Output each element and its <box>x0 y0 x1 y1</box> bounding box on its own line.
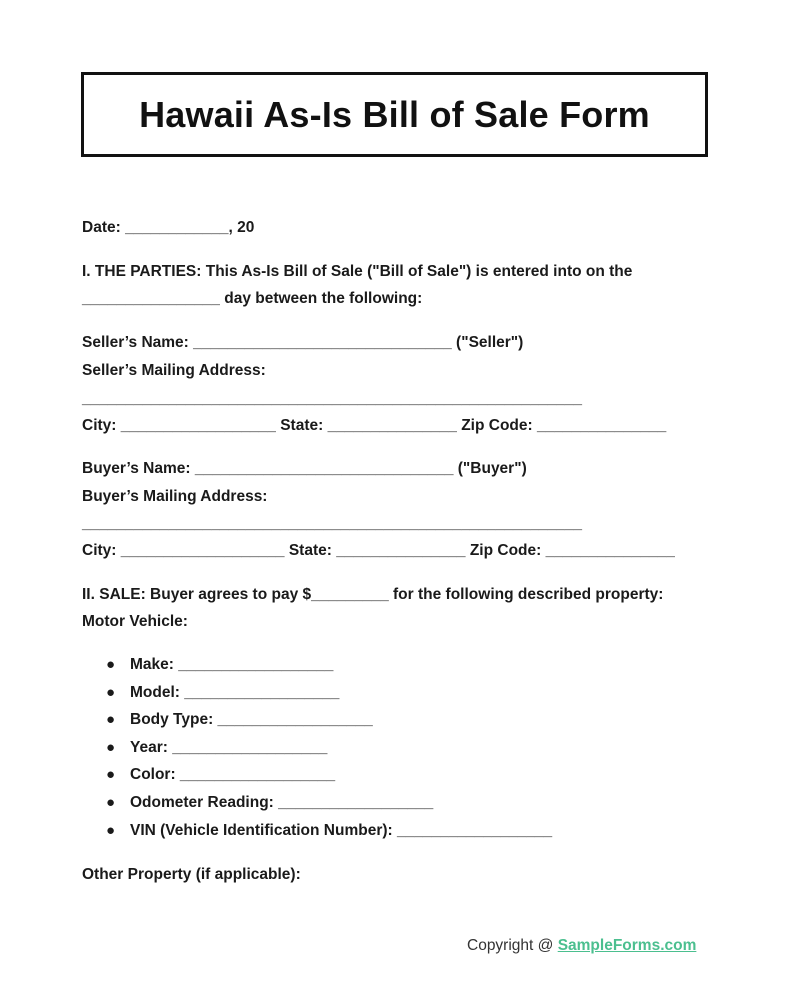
sale-line: II. SALE: Buyer agrees to pay $_________ for the following described property: <box>82 586 664 603</box>
copyright-prefix: Copyright @ <box>467 937 558 954</box>
color-field: Color: __________________ <box>130 766 336 784</box>
make-field: Make: __________________ <box>130 656 334 673</box>
bullet-icon: ● <box>106 683 116 701</box>
seller-city-state-zip: City: __________________ State: _______________ Zip Code: _______________ <box>82 417 667 434</box>
parties-line-1: I. THE PARTIES: This As-Is Bill of Sale ("Bill of Sale") is entered into on the <box>82 263 633 280</box>
list-item <box>106 820 552 848</box>
vin-field: VIN (Vehicle Identification Number): __________________ <box>130 821 553 839</box>
buyer-name-line: Buyer’s Name: ______________________________ ("Buyer") <box>82 460 527 477</box>
buyer-address-label: Buyer’s Mailing Address: <box>82 488 268 505</box>
list-item <box>106 792 552 820</box>
bullet-icon: ● <box>106 656 116 673</box>
vehicle-fields-list <box>106 654 552 847</box>
title-box <box>81 72 708 157</box>
brand-link[interactable]: SampleForms.com <box>557 937 697 954</box>
parties-line-2: ________________ day between the following: <box>82 290 423 307</box>
bullet-icon: ● <box>106 738 116 756</box>
body-type-field: Body Type: __________________ <box>130 711 373 729</box>
buyer-city-state-zip: City: ___________________ State: _______________ Zip Code: _______________ <box>82 542 675 559</box>
bullet-icon: ● <box>106 711 116 729</box>
bullet-icon: ● <box>106 793 116 811</box>
buyer-address-blank: __________________________________________________________ <box>82 515 582 532</box>
date-line: Date: ____________, 20 <box>82 219 255 236</box>
model-field: Model: __________________ <box>130 683 340 701</box>
list-item <box>106 737 552 765</box>
odometer-field: Odometer Reading: __________________ <box>130 793 434 811</box>
page-title: Hawaii As-Is Bill of Sale Form <box>139 93 650 135</box>
copyright-footer <box>467 937 696 955</box>
list-item <box>106 682 552 710</box>
bullet-icon: ● <box>106 821 116 839</box>
seller-address-blank: __________________________________________________________ <box>82 390 582 407</box>
list-item <box>106 654 552 682</box>
other-property-label: Other Property (if applicable): <box>82 866 301 883</box>
motor-vehicle-label: Motor Vehicle: <box>82 613 188 630</box>
seller-address-label: Seller’s Mailing Address: <box>82 362 266 379</box>
list-item <box>106 709 552 737</box>
seller-name-line: Seller’s Name: ______________________________ ("Seller") <box>82 334 524 351</box>
list-item <box>106 764 552 792</box>
bullet-icon: ● <box>106 766 116 784</box>
year-field: Year: __________________ <box>130 738 328 756</box>
